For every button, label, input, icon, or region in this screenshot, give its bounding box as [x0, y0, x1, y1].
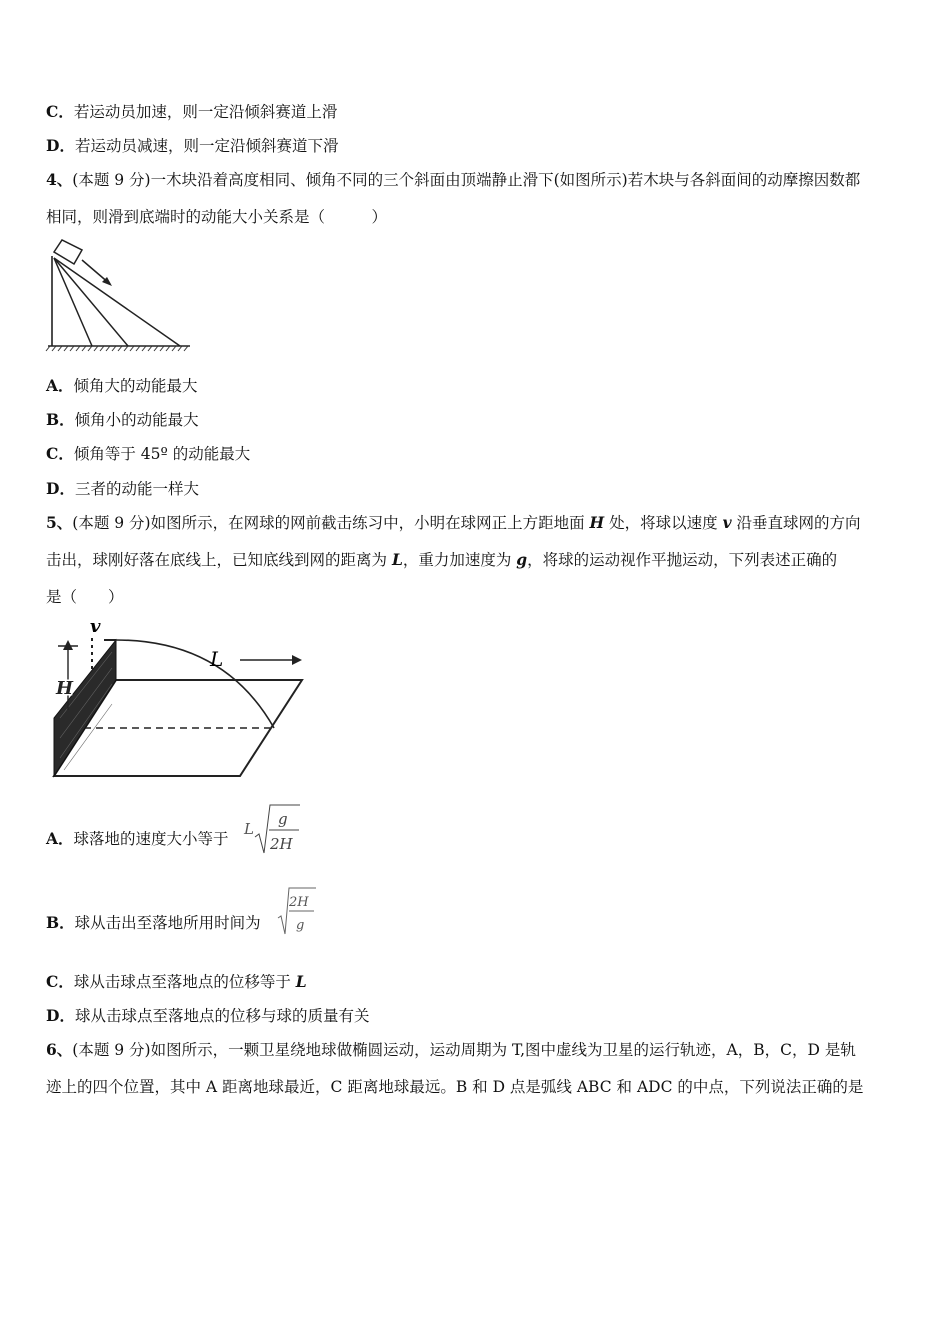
q6-stem-text-1: (本题 9 分)如图所示，一颗卫星绕地球做椭圆运动，运动周期为 T,图中虚线为卫星的运行轨迹，A，B，C，D 是轨	[72, 1041, 856, 1059]
L-label: L	[210, 647, 224, 671]
question-number: 6、	[46, 1040, 73, 1059]
tennis-net	[54, 640, 116, 776]
q4-option-b	[46, 410, 199, 430]
q5-stem-text: (本题 9 分)如图所示，在网球的网前截击练习中，小明在球网正上方距地面	[72, 514, 590, 532]
option-text: 球从击出至落地所用时间为	[74, 914, 261, 932]
q5-stem-line2	[46, 550, 837, 570]
q5-stem-line1	[46, 513, 861, 533]
formula-L: L	[244, 820, 254, 838]
q4-stem-text-1: (本题 9 分)一木块沿着高度相同、倾角不同的三个斜面由顶端静止滑下(如图所示)若木块与各斜面间的动摩擦因数都	[72, 171, 861, 189]
q4-stem-text-2: 相同，则滑到底端时的动能大小关系是（ ）	[46, 208, 388, 226]
q5-stem-text: 处，将球以速度	[604, 514, 723, 532]
option-key: A．	[46, 376, 74, 395]
option-text: 三者的动能一样大	[74, 480, 199, 498]
option-text: 若运动员加速，则一定沿倾斜赛道上滑	[73, 103, 338, 121]
q5-option-a	[46, 829, 229, 849]
q5-option-c	[46, 972, 307, 992]
q5-stem-text: ，将球的运动视作平抛运动，下列表述正确的	[527, 551, 838, 569]
option-key: B．	[46, 913, 75, 932]
formula-denominator: g	[296, 918, 305, 933]
v-label: v	[90, 618, 101, 637]
H-arrow-head-top	[63, 640, 73, 650]
q5-stem-text: ，重力加速度为	[402, 551, 517, 569]
var-v: v	[722, 513, 732, 532]
ball-trajectory	[116, 640, 274, 728]
option-text: 若运动员减速，则一定沿倾斜赛道下滑	[74, 137, 339, 155]
q6-stem-line1	[46, 1040, 856, 1060]
formula-numerator: g	[278, 810, 288, 828]
option-text: 球从击球点至落地点的位移等于	[73, 973, 296, 991]
q4-stem-line2	[46, 207, 387, 227]
var-g: g	[516, 550, 528, 569]
q5-option-b	[46, 913, 261, 933]
q4-option-c	[46, 444, 250, 464]
option-text: 倾角等于 45º 的动能最大	[73, 445, 251, 463]
formula-numerator: 2H	[289, 895, 309, 910]
q4-option-a	[46, 376, 198, 396]
H-label: H	[56, 678, 74, 699]
question-number: 4、	[46, 170, 73, 189]
q4-option-d	[46, 479, 199, 499]
question-number: 5、	[46, 513, 73, 532]
option-key: D．	[46, 136, 75, 155]
formula-L-sqrt-g-over-2H	[242, 803, 306, 857]
option-text: 球从击球点至落地点的位移与球的质量有关	[74, 1007, 370, 1025]
option-key: C．	[46, 972, 74, 991]
option-key: C．	[46, 102, 74, 121]
option-text: 球落地的速度大小等于	[73, 830, 229, 848]
option-key: B．	[46, 410, 75, 429]
q5-stem-text: 击出，球刚好落在底线上，已知底线到网的距离为	[46, 551, 392, 569]
q3-option-c	[46, 102, 337, 122]
option-key: D．	[46, 479, 75, 498]
option-text: 倾角小的动能最大	[74, 411, 199, 429]
q4-stem-line1	[46, 170, 860, 190]
option-key: D．	[46, 1006, 75, 1025]
q6-stem-text-2: 迹上的四个位置，其中 A 距离地球最近，C 距离地球最远。B 和 D 点是弧线 ABC 和 ADC 的中点，下列说法正确的是	[46, 1078, 864, 1096]
q5-option-d	[46, 1006, 369, 1026]
incline-figure	[44, 238, 194, 354]
q5-stem-text: 沿垂直球网的方向	[731, 514, 861, 532]
L-arrow-head	[292, 655, 302, 665]
var-H: H	[589, 513, 605, 532]
q6-stem-line2	[46, 1077, 863, 1097]
q5-stem-line3	[46, 587, 124, 607]
var-L: L	[391, 550, 403, 569]
option-key: A．	[46, 829, 74, 848]
option-text: 倾角大的动能最大	[73, 377, 198, 395]
option-key: C．	[46, 444, 74, 463]
q3-option-d	[46, 136, 338, 156]
var-L: L	[295, 972, 307, 991]
formula-sqrt-2H-over-g	[276, 886, 320, 940]
formula-denominator: 2H	[270, 835, 293, 853]
tennis-figure	[44, 618, 308, 784]
q5-stem-text: 是（ ）	[46, 588, 124, 606]
